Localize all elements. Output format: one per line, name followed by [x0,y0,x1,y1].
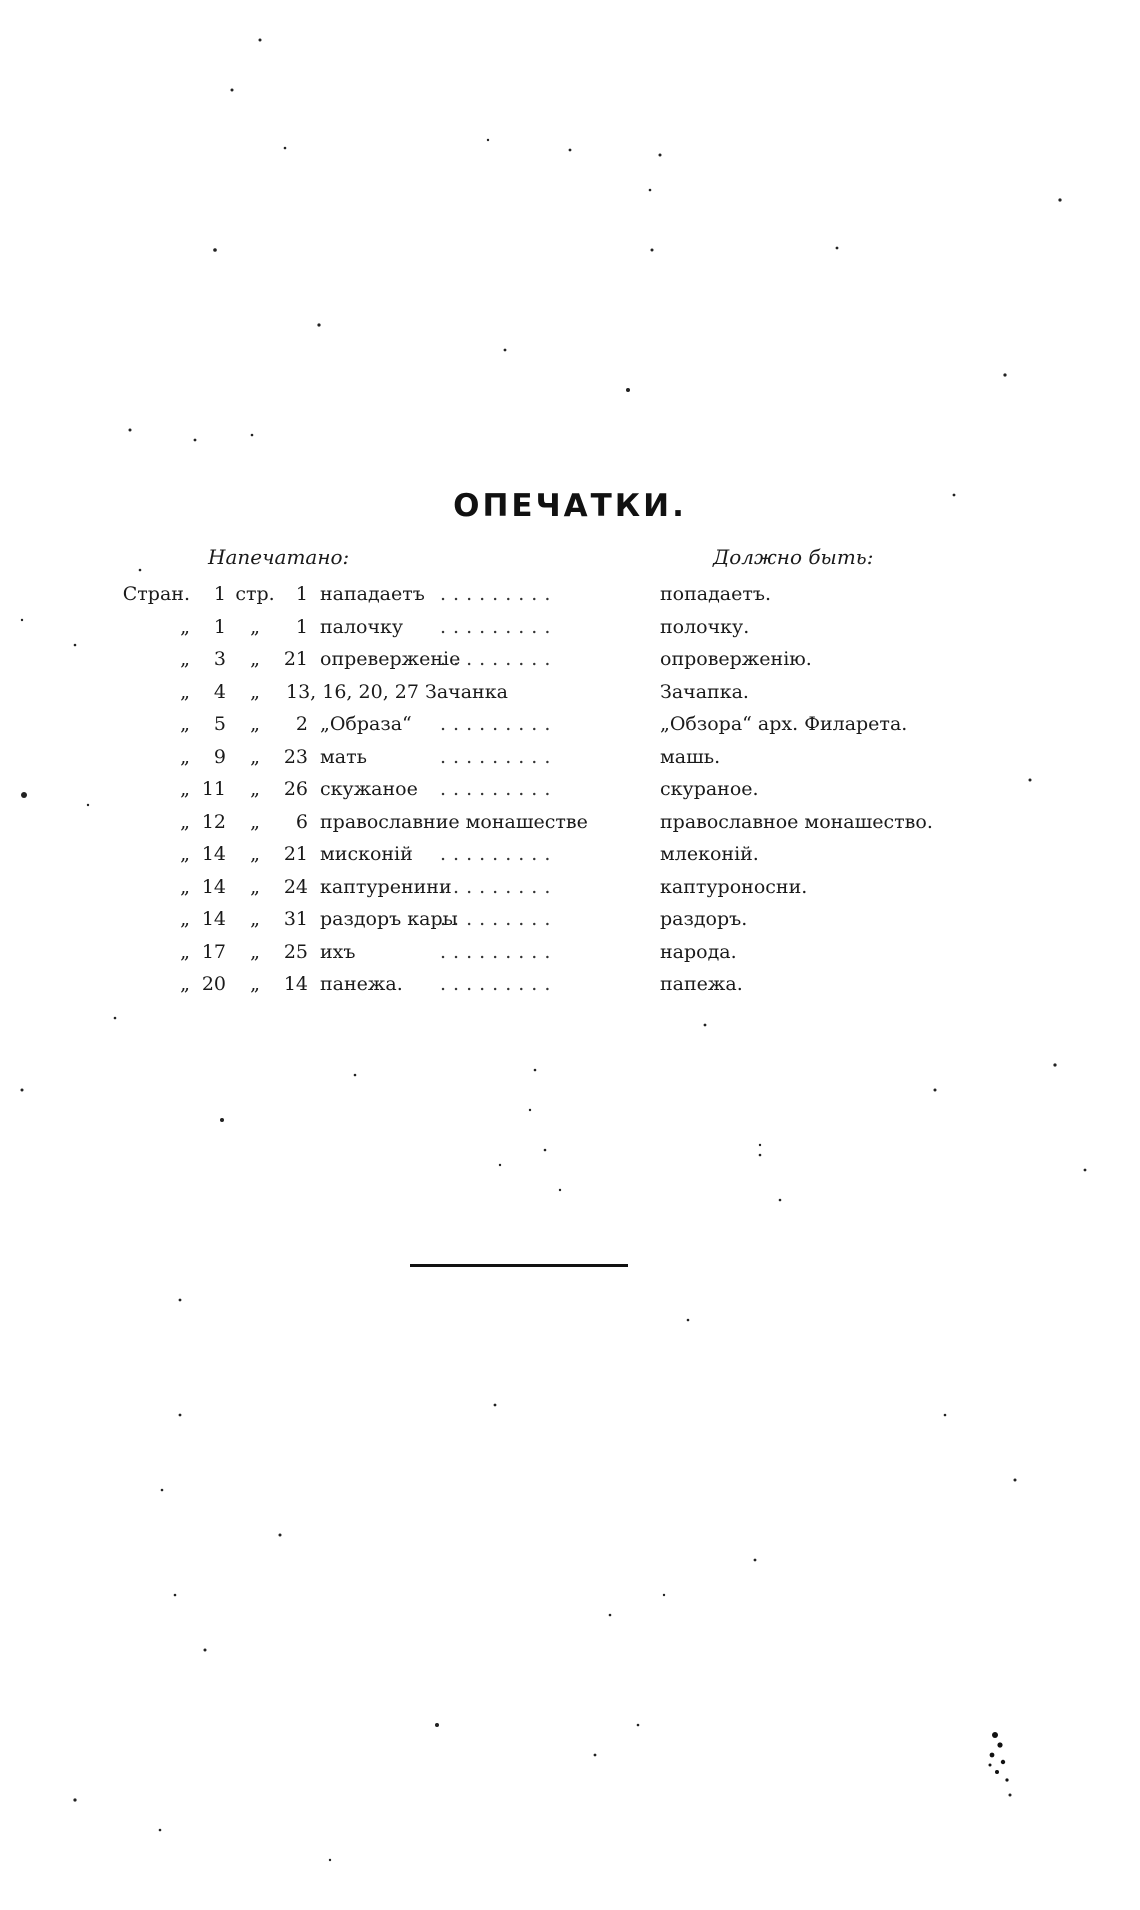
correct-text: полочку. [660,615,750,638]
line-number: 1 [295,615,308,638]
dot-leader: ......... [440,713,558,735]
line-label: „ [250,843,260,865]
page-number: 11 [201,778,226,800]
line-number: 26 [283,778,308,800]
errata-row [0,871,1140,904]
line-label: „ [250,745,260,768]
line-label: „ [250,680,260,703]
page-label: „ [180,973,190,995]
printed-text: скужаное [320,778,418,800]
dot-leader: ......... [440,875,558,898]
dot-leader: ......... [440,778,558,800]
page-label: „ [180,713,190,735]
dot-leader: ......... [440,583,558,605]
printed-text: панежа. [320,973,403,995]
page-label: „ [180,778,190,800]
correct-text: каптуроносни. [660,875,808,898]
line-number: 14 [283,973,308,995]
printed-text: православние монашестве [320,810,588,833]
line-label: „ [250,648,260,670]
page-number: 1 [213,583,226,605]
errata-row [0,806,1140,839]
correct-text: народа. [660,940,737,963]
line-label: „ [250,908,260,930]
errata-row [0,773,1140,806]
errata-row [0,643,1140,676]
printed-text: палочку [320,615,404,638]
page-number: 20 [201,973,226,995]
dot-leader: ......... [440,973,558,995]
correct-text: машь. [660,745,721,768]
line-number: 31 [283,908,308,930]
line-number: 21 [283,843,308,865]
correct-text: православное монашество. [660,810,933,833]
printed-column-header: Напечатано: [208,545,350,569]
page-label: „ [180,908,190,930]
errata-row [0,968,1140,1001]
page-label: „ [180,615,190,638]
correct-text: „Обзора“ арх. Филарета. [660,713,908,735]
page-number: 4 [213,680,226,703]
page-number: 5 [213,713,226,735]
line-label: „ [250,875,260,898]
correct-text: попадаетъ. [660,583,772,605]
line-number: 24 [283,875,308,898]
errata-row [0,676,1140,709]
errata-row [0,741,1140,774]
errata-list [0,578,1140,1001]
printed-text: мисконій [320,843,413,865]
dot-leader: ......... [440,908,558,930]
page-label: „ [180,648,190,670]
dot-leader: ......... [440,745,558,768]
line-number: 21 [283,648,308,670]
page-number: 1 [213,615,226,638]
page-label: Стран. [122,583,190,605]
correct-text: раздоръ. [660,908,748,930]
errata-row [0,936,1140,969]
page-label: „ [180,940,190,963]
errata-row [0,578,1140,611]
dot-leader: ......... [440,940,558,963]
correct-text: Зачапка. [660,680,749,703]
line-label: „ [250,713,260,735]
page-number: 9 [213,745,226,768]
page-number: 14 [201,875,226,898]
page-label: „ [180,875,190,898]
should-be-column-header: Должно быть: [713,545,874,569]
line-label: „ [250,973,260,995]
closing-rule [410,1264,628,1267]
dot-leader: ......... [440,615,558,638]
line-number: 2 [295,713,308,735]
page-title: ОПЕЧАТКИ. [453,488,687,524]
correct-text: опроверженію. [660,648,812,670]
line-label: „ [250,940,260,963]
page-label: „ [180,680,190,703]
page-number: 12 [201,810,226,833]
page-number: 14 [201,843,226,865]
dot-leader: ......... [440,843,558,865]
printed-text: ихъ [320,940,356,963]
printed-text: „Образа“ [320,713,412,735]
line-label: „ [250,615,260,638]
errata-row [0,611,1140,644]
line-number: 25 [283,940,308,963]
page-number: 17 [201,940,226,963]
line-label: „ [250,778,260,800]
line-number: 23 [283,745,308,768]
page-label: „ [180,810,190,833]
errata-row [0,903,1140,936]
correct-text: скураное. [660,778,759,800]
correct-text: млеконій. [660,843,759,865]
dot-leader: ......... [440,648,558,670]
errata-row [0,838,1140,871]
page-number: 3 [213,648,226,670]
printed-text: нападаетъ [320,583,425,605]
correct-text: папежа. [660,973,743,995]
printed-text: мать [320,745,367,768]
printed-text: 13, 16, 20, 27 Зачанка [286,680,508,703]
printed-text: каптуренини [320,875,452,898]
page-label: „ [180,745,190,768]
line-number: 6 [295,810,308,833]
line-label: „ [250,810,260,833]
line-label: стр. [235,583,275,605]
errata-row [0,708,1140,741]
printed-text: раздоръ кары [320,908,458,930]
page-label: „ [180,843,190,865]
printed-text: опреверженіе [320,648,461,670]
line-number: 1 [295,583,308,605]
page-number: 14 [201,908,226,930]
